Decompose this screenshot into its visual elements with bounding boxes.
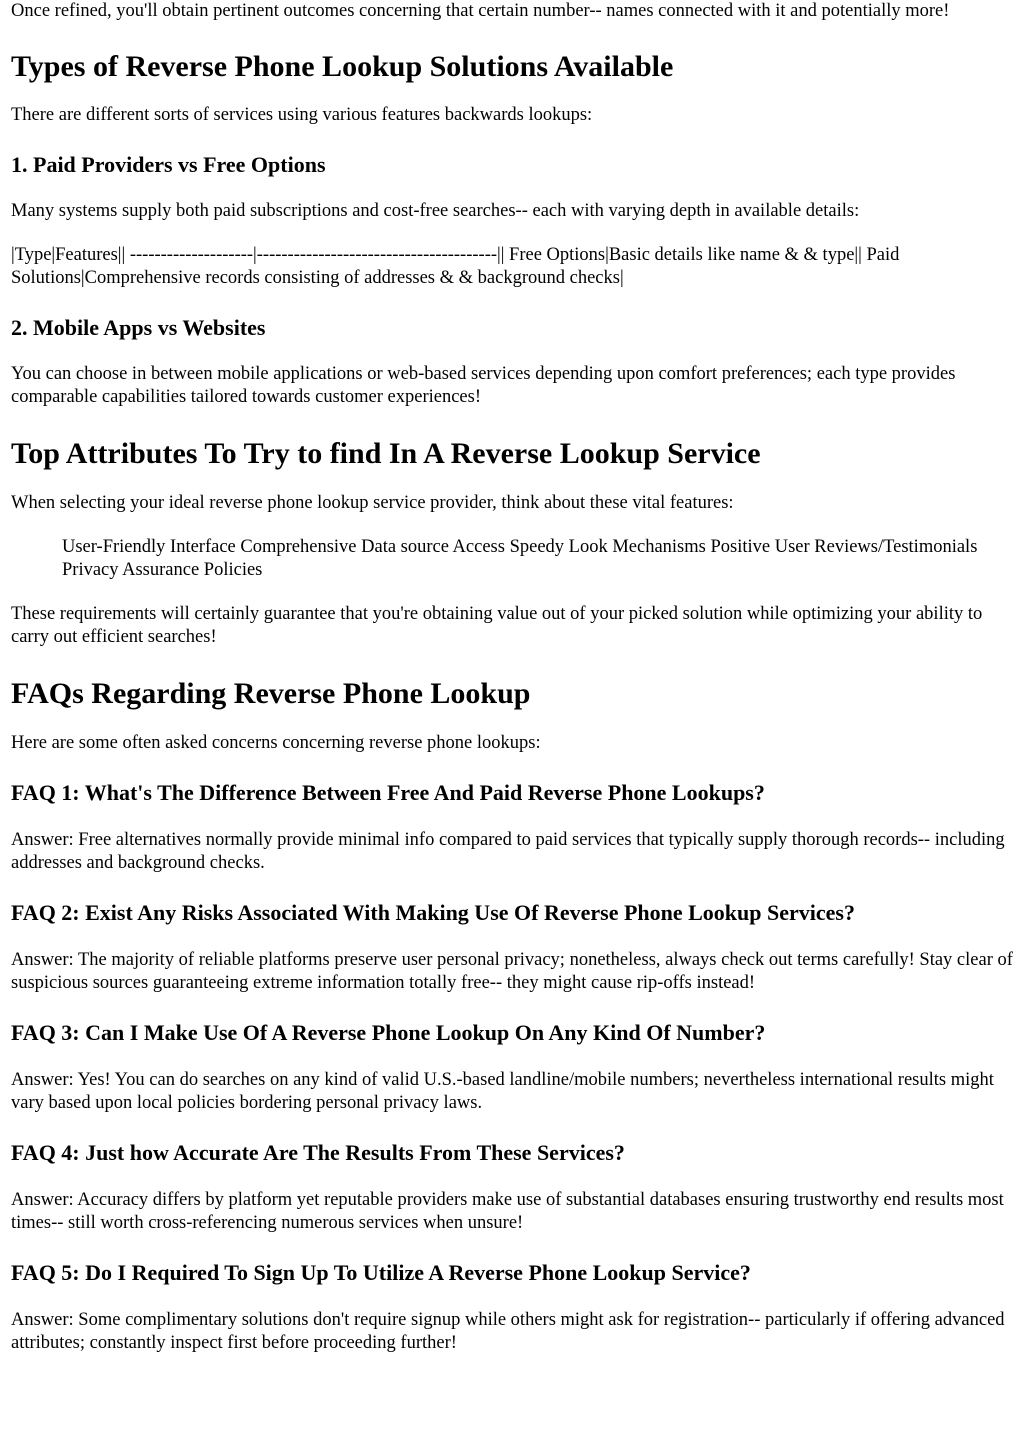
types-heading: Types of Reverse Phone Lookup Solutions Available [11, 50, 674, 83]
paid-vs-free-heading: 1. Paid Providers vs Free Options [11, 152, 326, 177]
raw-table-text: |Type|Features|| --------------------|---------------------------------------|| Free Options|Basic details like name & & type|| Paid Solutions|Comprehensive records consisting of addresses & & background checks| [11, 245, 900, 288]
faq-answer: Answer: Accuracy differs by platform yet reputable providers make use of substantial databases ensuring trustworthy end results most times-- still worth cross-referencing numerous services when unsure! [11, 1190, 1004, 1233]
faq-question: FAQ 2: Exist Any Risks Associated With Making Use Of Reverse Phone Lookup Services? [11, 900, 855, 925]
faq-question: FAQ 3: Can I Make Use Of A Reverse Phone Lookup On Any Kind Of Number? [11, 1020, 766, 1045]
features-blockquote: User-Friendly Interface Comprehensive Data source Access Speedy Look Mechanisms Positive User Reviews/Testimonials Privacy Assurance Policies [62, 537, 978, 580]
faq-question: FAQ 1: What's The Difference Between Free And Paid Reverse Phone Lookups? [11, 780, 765, 805]
requirements-paragraph: These requirements will certainly guarantee that you're obtaining value out of your picked solution while optimizing your ability to carry out efficient searches! [11, 604, 983, 647]
top-attributes-paragraph: When selecting your ideal reverse phone lookup service provider, think about these vital features: [11, 493, 734, 513]
faq-answer: Answer: Some complimentary solutions don't require signup while others might ask for registration-- particularly if offering advanced attributes; constantly inspect first before proceeding further! [11, 1310, 1005, 1353]
faq-question: FAQ 5: Do I Required To Sign Up To Utilize A Reverse Phone Lookup Service? [11, 1260, 751, 1285]
intro-paragraph: Once refined, you'll obtain pertinent outcomes concerning that certain number-- names connected with it and potentially more! [11, 1, 950, 21]
faq-question: FAQ 4: Just how Accurate Are The Results From These Services? [11, 1140, 625, 1165]
mobile-vs-websites-heading: 2. Mobile Apps vs Websites [11, 315, 266, 340]
types-intro-paragraph: There are different sorts of services using various features backwards lookups: [11, 105, 593, 125]
faq-answer: Answer: Yes! You can do searches on any kind of valid U.S.-based landline/mobile numbers; nevertheless international results might vary based upon local policies bordering personal privacy laws. [11, 1070, 994, 1113]
top-attributes-heading: Top Attributes To Try to find In A Reverse Lookup Service [11, 437, 761, 470]
faqs-heading: FAQs Regarding Reverse Phone Lookup [11, 677, 531, 710]
paid-vs-free-paragraph: Many systems supply both paid subscriptions and cost-free searches-- each with varying depth in available details: [11, 201, 860, 221]
mobile-vs-websites-paragraph: You can choose in between mobile applications or web-based services depending upon comfort preferences; each type provides comparable capabilities tailored towards customer experiences! [11, 364, 956, 407]
faq-answer: Answer: Free alternatives normally provide minimal info compared to paid services that typically supply thorough records-- including addresses and background checks. [11, 830, 1005, 873]
faqs-intro-paragraph: Here are some often asked concerns concerning reverse phone lookups: [11, 733, 541, 753]
faq-answer: Answer: The majority of reliable platforms preserve user personal privacy; nonetheless, always check out terms carefully! Stay clear of suspicious sources guaranteeing extreme information totally free-- they might cause rip-offs instead! [11, 950, 1013, 993]
